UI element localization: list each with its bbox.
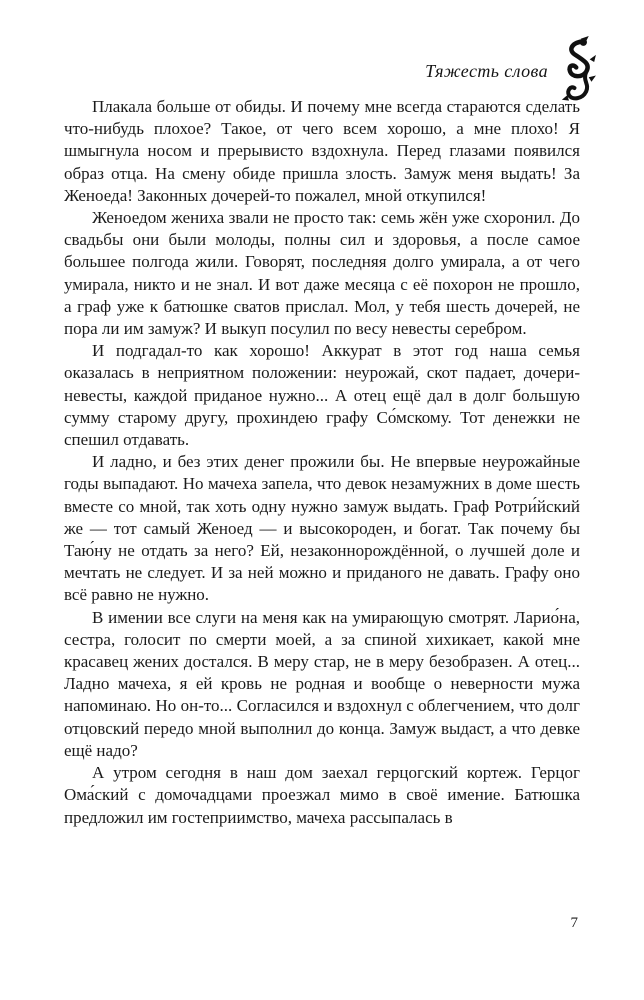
paragraph: И подгадал-то как хорошо! Аккурат в этот год наша семья оказалась в неприятном положении: неурожай, скот падает, дочери-невесты, каждой приданое нужно... А отец ещё дал в долг большую сумму старому другу, прохиндею графу Со́мскому. Тот денежки не спешил отдавать. [64,341,580,450]
paragraph: Женоедом жениха звали не просто так: семь жён уже схоронил. До свадьбы они были молоды, полны сил и здоровья, а после самое большее полгода жили. Говорят, последняя долго умирала, а от чего умирала, никто и не знал. И вот даже месяца с её похорон не прошло, а граф уже к батюшке сватов прислал. Мол, у тебя шесть дочерей, не пора ли им замуж? И выкуп посулил по весу невесты серебром. [64,208,580,339]
paragraph: В имении все слуги на меня как на умирающую смотрят. Ларио́на, сестра, голосит по смерти моей, а за спиной хихикает, какой мне красавец жених достался. В меру стар, не в меру безобразен. А отец... Ладно мачеха, я ей кровь не родная и вообще о неверности мужа напоминаю. Но он-то... Согласился и вздохнул с облегчением, что долг отцовский передо мной выполнил до конца. Замуж выдаст, а что девке ещё надо? [64,607,580,760]
paragraph: Плакала больше от обиды. И почему мне всегда стараются сделать что-нибудь плохое? Такое, от чего всем хорошо, а мне плохо! Я шмыгнула носом и прерывисто вздохнула. Перед глазами появился образ отца. На смену обиде пришла злость. Замуж меня выдать! За Женоеда! Законных дочерей-то пожалел, мной откупился! [64,97,580,205]
page-number: 7 [570,915,578,931]
chapter-title: Тяжесть слова [425,60,548,81]
paragraph: И ладно, и без этих денег прожили бы. Не впервые неурожайные годы выпадают. Но мачеха запела, что девок незамужних в доме шесть вместе со мной, так хоть одну нужно замуж выдать. Граф Ротри́йский же — тот самый Женоед — и высокороден, и богат. Так почему бы Таю́ну не отдать за него? Ей, незаконнорождённой, о лучшей доле и мечтать не следует. И за ней можно и приданого не давать. Графу оно всё равно не нужно. [64,452,580,605]
paragraph: А утром сегодня в наш дом заехал герцогский кортеж. Герцог Ома́ский с домочадцами проезжал мимо в своё имение. Батюшка предложил им гостеприимство, мачеха рассыпалась в [64,763,580,827]
body-text [64,96,580,829]
